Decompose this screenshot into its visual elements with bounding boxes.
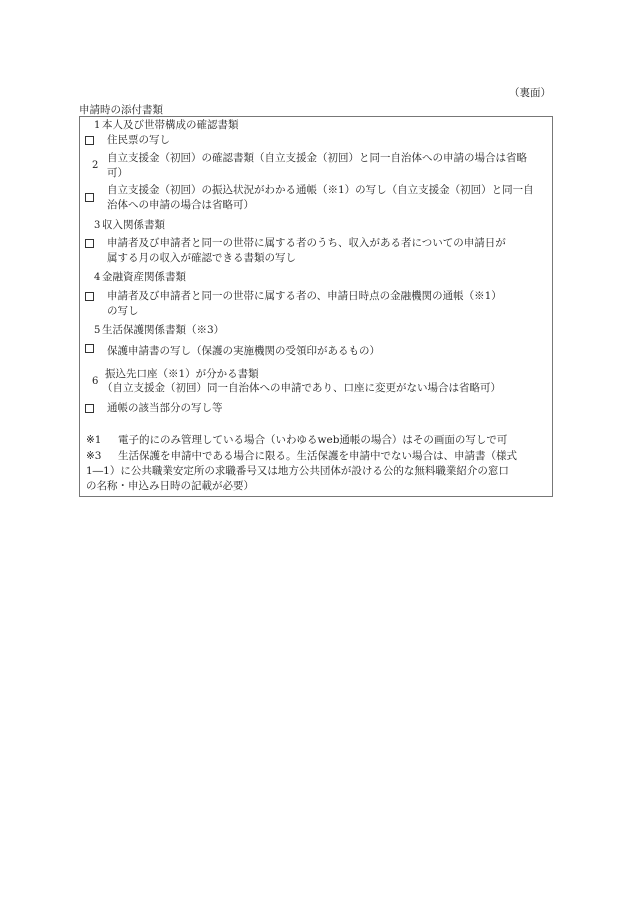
section-title: 申請時の添付書類 (79, 104, 163, 116)
checkbox[interactable] (85, 239, 94, 248)
note-3-line-2: 1―1）に公共職業安定所の求職番号又は地方公共団体が設ける公的な無料職業紹介の窓口 (86, 465, 509, 477)
attachments-box: 1 本人及び世帯構成の確認書類 住民票の写し 2 自立支援金（初回）の確認書類（自立支援金（初回）と同一自治体への申請の場合は省略 可） 自立支援金（初回）の振込状況がわかる通帳（※1）の写し（自立支援金（初回）と同一自 治体への申請の場合は省略可） 3 収入関係書類 申請者及び申請者と同一の世帯に属する者のうち、収入がある者についての申請日が 属する月の収入が確認できる書類の写し 4 金融資産関係書類 申請者及び申請者と同一の世帯に属する者の、申請日時点の金融機関の通帳（※1） の写し 5 生活保護関係書類（※3） 保護申請書の写し（保護の実施機関の受領印があるもの） 6 振込先口座（※1）が分かる書類 （自立支援金（初回）同一自治体への申請であり、口座に変更がない場合は省略可） 通帳の該当部分の写し等 ※1 電子的にのみ管理している場合（いわゆるweb通帳の場合）はその画面の写しで可 ※3 生活保護を申請中である場合に限る。生活保護を申請中でない場合は、申請書（様式 1―1）に公共職業安定所の求職番号又は地方公共団体が設ける公的な無料職業紹介の窓口 の名称・申込み日時の記載が必要） (79, 116, 553, 497)
page-side-label: （裏面） (509, 87, 551, 99)
group-2-item: 自立支援金（初回）の振込状況がわかる通帳（※1）の写し（自立支援金（初回）と同一自 治体への申請の場合は省略可） (80, 183, 552, 213)
note-3: ※3 生活保護を申請中である場合に限る。生活保護を申請中でない場合は、申請書（様式 (86, 450, 517, 462)
group-4-item: 申請者及び申請者と同一の世帯に属する者の、申請日時点の金融機関の通帳（※1） の写し (80, 289, 552, 319)
checkbox[interactable] (85, 193, 94, 202)
checkbox[interactable] (85, 344, 94, 353)
checkbox[interactable] (85, 136, 94, 145)
note-1: ※1 電子的にのみ管理している場合（いわゆるweb通帳の場合）はその画面の写しで可 (86, 434, 508, 446)
checkbox[interactable] (85, 292, 94, 301)
group-2-heading: 2 自立支援金（初回）の確認書類（自立支援金（初回）と同一自治体への申請の場合は省略 可） (92, 152, 527, 179)
group-3-item: 申請者及び申請者と同一の世帯に属する者のうち、収入がある者についての申請日が 属する月の収入が確認できる書類の写し (80, 236, 552, 266)
note-3-line-3: の名称・申込み日時の記載が必要） (86, 480, 254, 492)
checkbox[interactable] (85, 404, 94, 413)
group-6-heading: 6 振込先口座（※1）が分かる書類 （自立支援金（初回）同一自治体への申請であり、口座に変更がない場合は省略可） (92, 368, 501, 394)
